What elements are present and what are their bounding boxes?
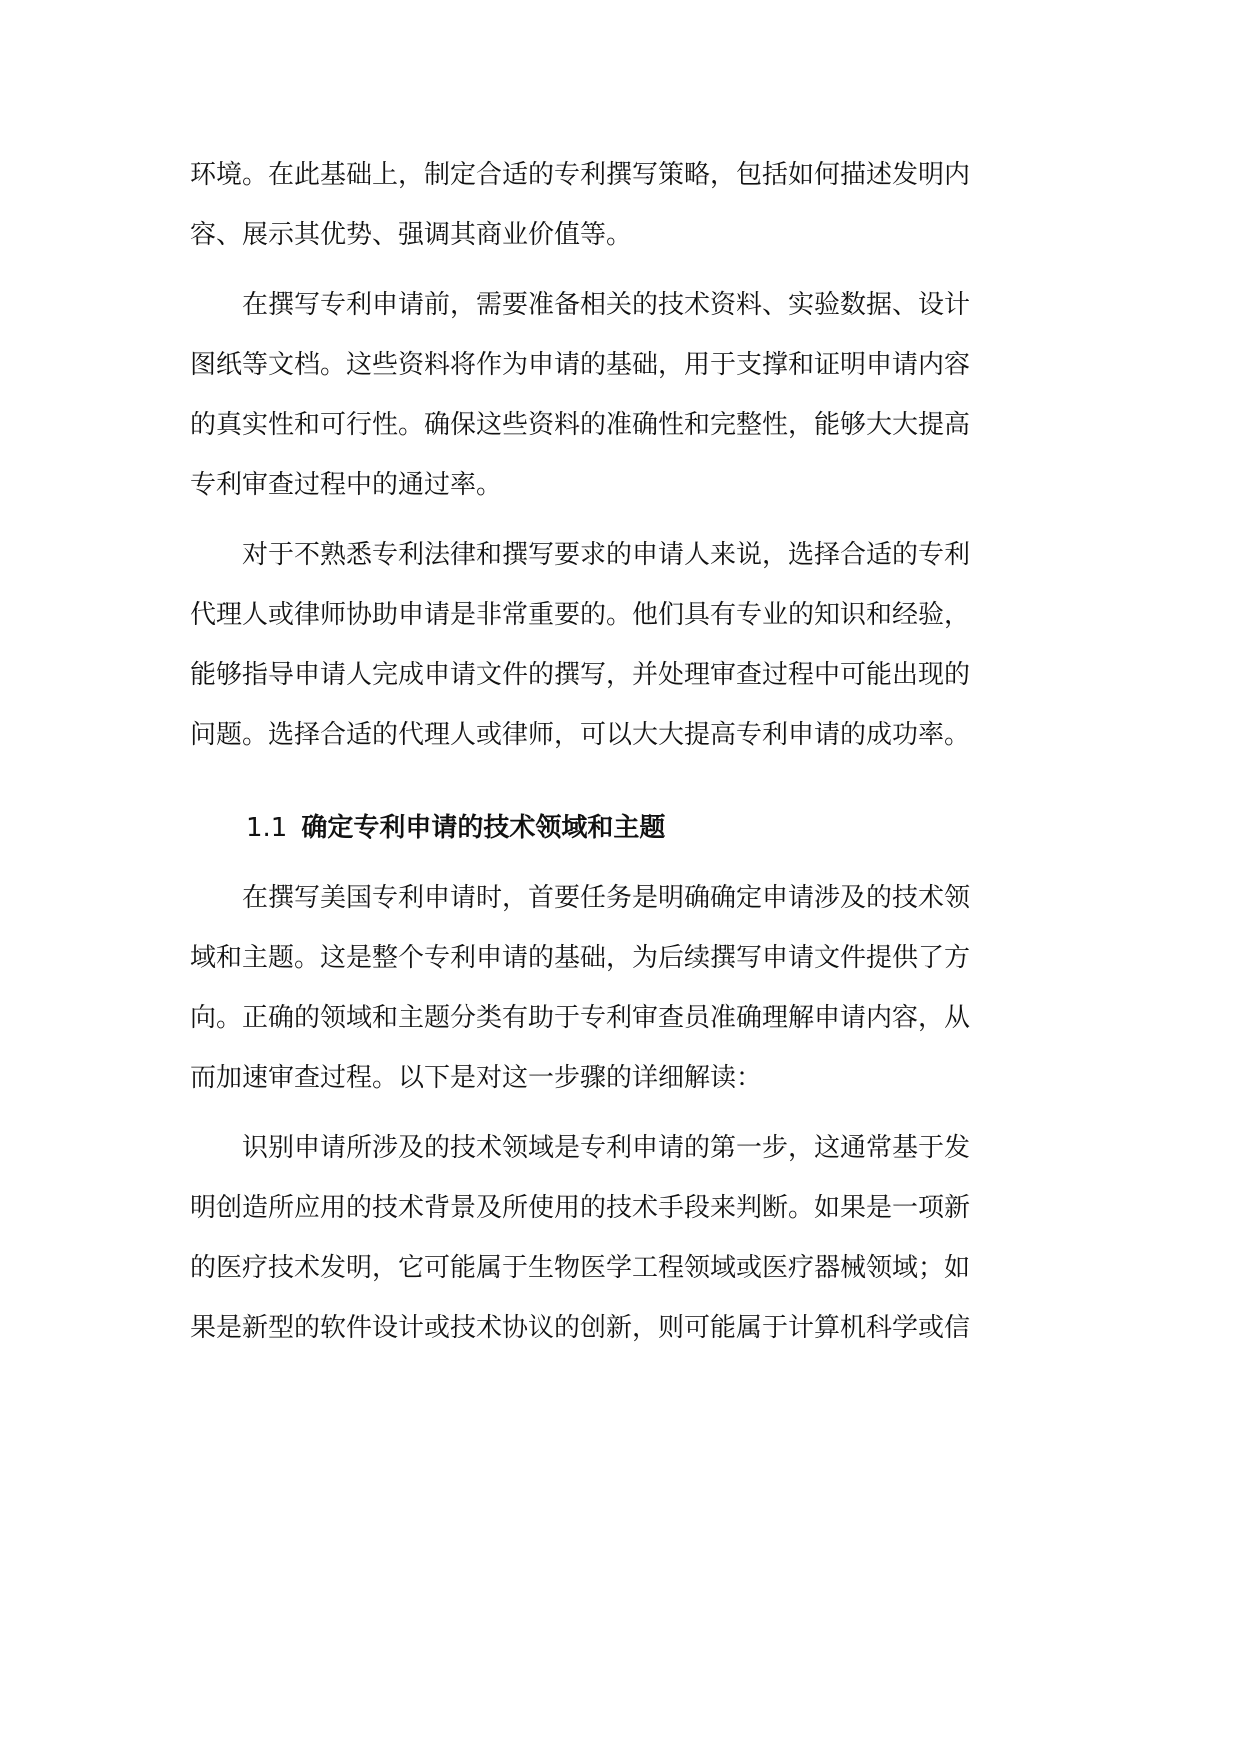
text-line: 在撰写专利申请前，需要准备相关的技术资料、实验数据、设计 [190,290,971,320]
section-title: 确定专利申请的技术领域和主题 [301,813,666,843]
paragraph [190,275,1070,515]
text-line: 图纸等文档。这些资料将作为申请的基础，用于支撑和证明申请内容 [190,350,971,380]
document-body [190,145,1070,1358]
section-number: 1.1 [246,813,288,843]
text-line: 域和主题。这是整个专利申请的基础，为后续撰写申请文件提供了方 [190,943,971,973]
paragraph [190,868,1070,1108]
text-line: 代理人或律师协助申请是非常重要的。他们具有专业的知识和经验， [190,600,971,630]
text-line: 环境。在此基础上，制定合适的专利撰写策略，包括如何描述发明内 [190,160,971,190]
paragraph [190,1118,1070,1358]
paragraph [190,145,1070,265]
text-line: 的医疗技术发明，它可能属于生物医学工程领域或医疗器械领域；如 [190,1253,971,1283]
text-line: 而加速审查过程。以下是对这一步骤的详细解读： [190,1063,763,1093]
text-line: 的真实性和可行性。确保这些资料的准确性和完整性，能够大大提高 [190,410,971,440]
paragraph [190,525,1070,765]
text-line: 明创造所应用的技术背景及所使用的技术手段来判断。如果是一项新 [190,1193,971,1223]
text-line: 专利审查过程中的通过率。 [190,470,503,500]
text-line: 识别申请所涉及的技术领域是专利申请的第一步，这通常基于发 [190,1133,971,1163]
text-line: 在撰写美国专利申请时，首要任务是明确确定申请涉及的技术领 [190,883,971,913]
text-line: 果是新型的软件设计或技术协议的创新，则可能属于计算机科学或信 [190,1313,971,1343]
text-line: 对于不熟悉专利法律和撰写要求的申请人来说，选择合适的专利 [190,540,971,570]
text-line: 容、展示其优势、强调其商业价值等。 [190,220,633,250]
text-line: 问题。选择合适的代理人或律师，可以大大提高专利申请的成功率。 [190,720,971,750]
section-heading [246,798,1070,858]
text-line: 能够指导申请人完成申请文件的撰写，并处理审查过程中可能出现的 [190,660,971,690]
text-line: 向。正确的领域和主题分类有助于专利审查员准确理解申请内容，从 [190,1003,971,1033]
